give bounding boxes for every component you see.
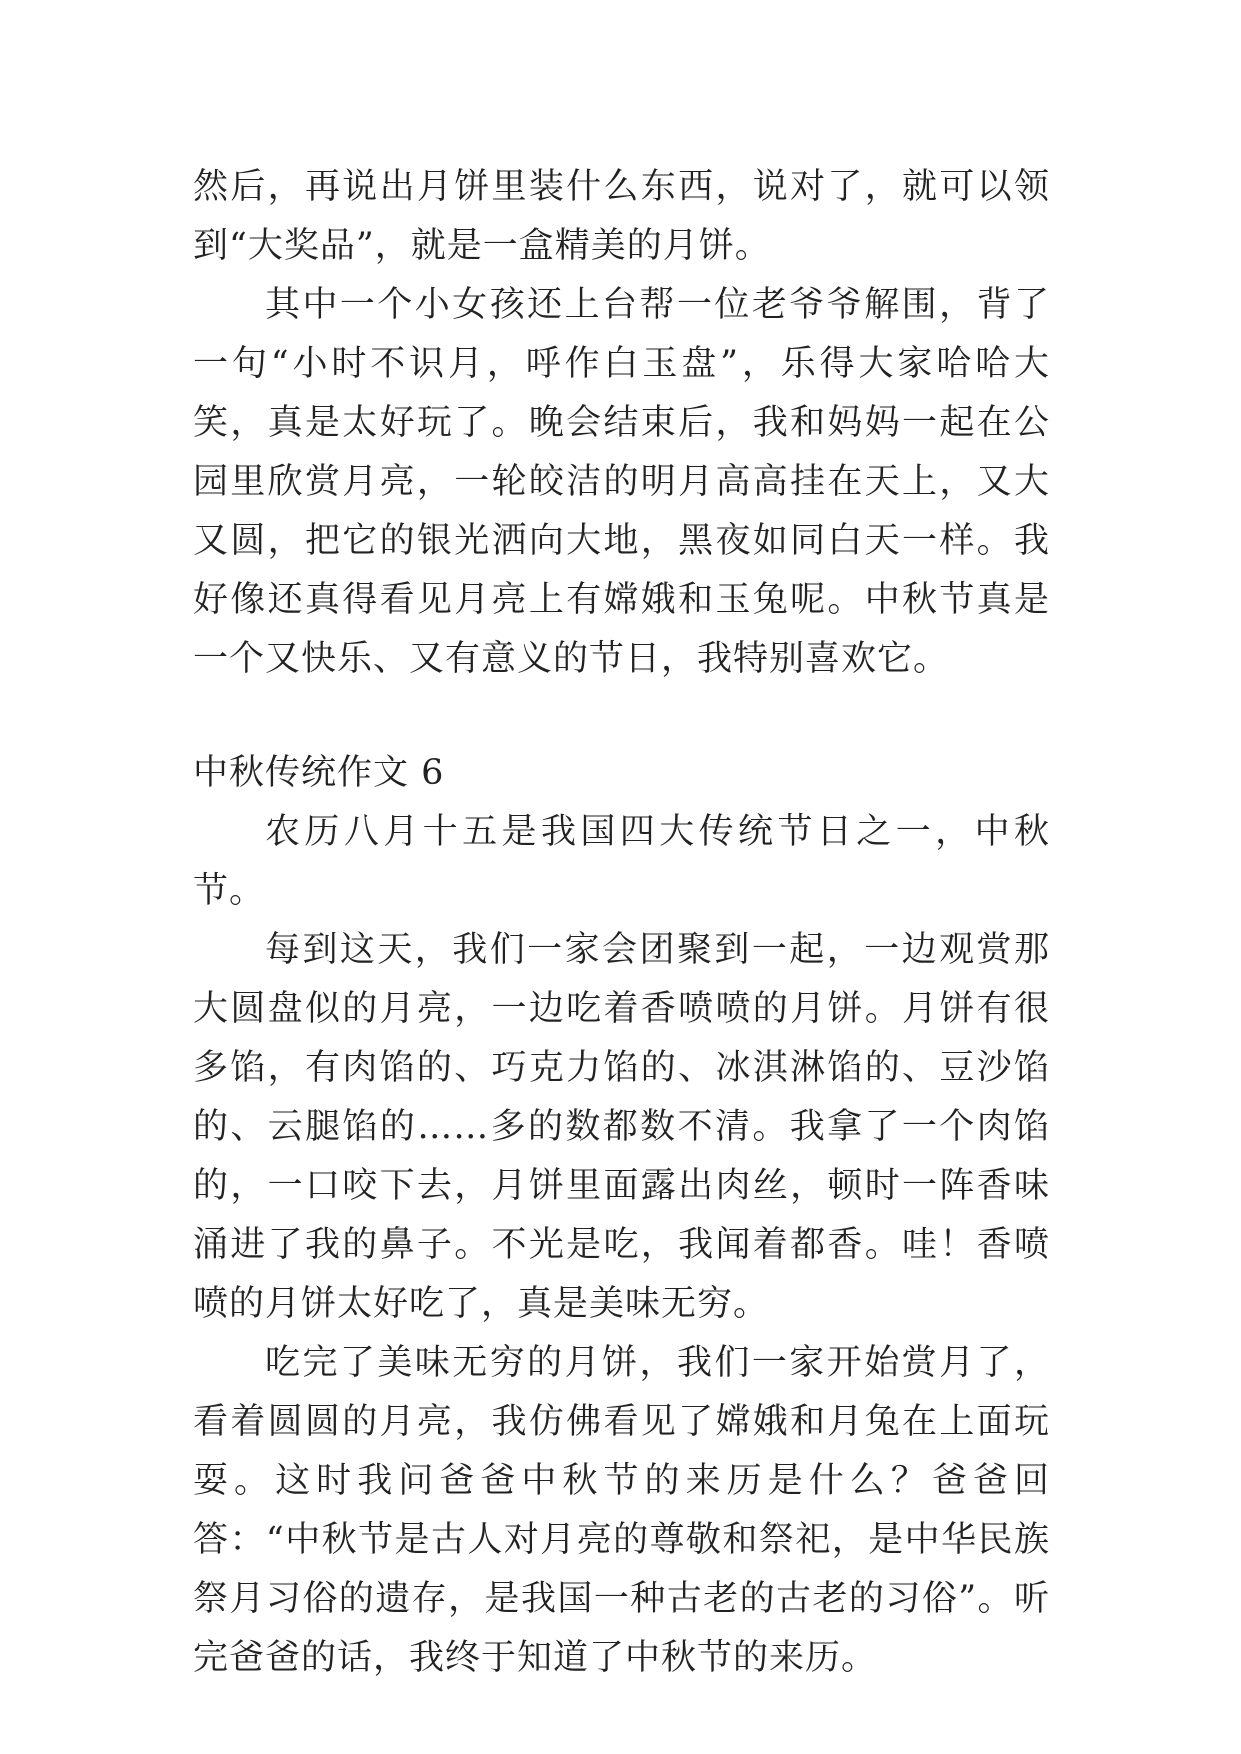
section-title: 中秋传统作文 6	[193, 753, 445, 793]
paragraph-continued: 然后，再说出月饼里装什么东西，说对了，就可以领到“大奖品”，就是一盒精美的月饼。	[193, 167, 1050, 266]
paragraph-origin: 吃完了美味无穷的月饼，我们一家开始赏月了，看着圆圆的月亮，我仿佛看见了嫦娥和月兔在上面玩耍。这时我问爸爸中秋节的来历是什么？爸爸回答：“中秋节是古人对月亮的尊敬和祭祀，是中华民族祭月习俗的遗存，是我国一种古老的古老的习俗”。听完爸爸的话，我终于知道了中秋节的来历。	[193, 1343, 1050, 1678]
paragraph-intro: 农历八月十五是我国四大传统节日之一，中秋节。	[193, 812, 1050, 911]
document-page	[193, 158, 1050, 1688]
paragraph-little-girl: 其中一个小女孩还上台帮一位老爷爷解围，背了一句“小时不识月，呼作白玉盘”，乐得大家哈哈大笑，真是太好玩了。晚会结束后，我和妈妈一起在公园里欣赏月亮，一轮皎洁的明月高高挂在天上，又大又圆，把它的银光洒向大地，黑夜如同白天一样。我好像还真得看见月亮上有嫦娥和玉兔呢。中秋节真是一个又快乐、又有意义的节日，我特别喜欢它。	[193, 285, 1050, 679]
paragraph-mooncakes: 每到这天，我们一家会团聚到一起，一边观赏那大圆盘似的月亮，一边吃着香喷喷的月饼。月饼有很多馅，有肉馅的、巧克力馅的、冰淇淋馅的、豆沙馅的、云腿馅的……多的数都数不清。我拿了一个肉馅的，一口咬下去，月饼里面露出肉丝，顿时一阵香味涌进了我的鼻子。不光是吃，我闻着都香。哇！香喷喷的月饼太好吃了，真是美味无穷。	[193, 930, 1050, 1324]
